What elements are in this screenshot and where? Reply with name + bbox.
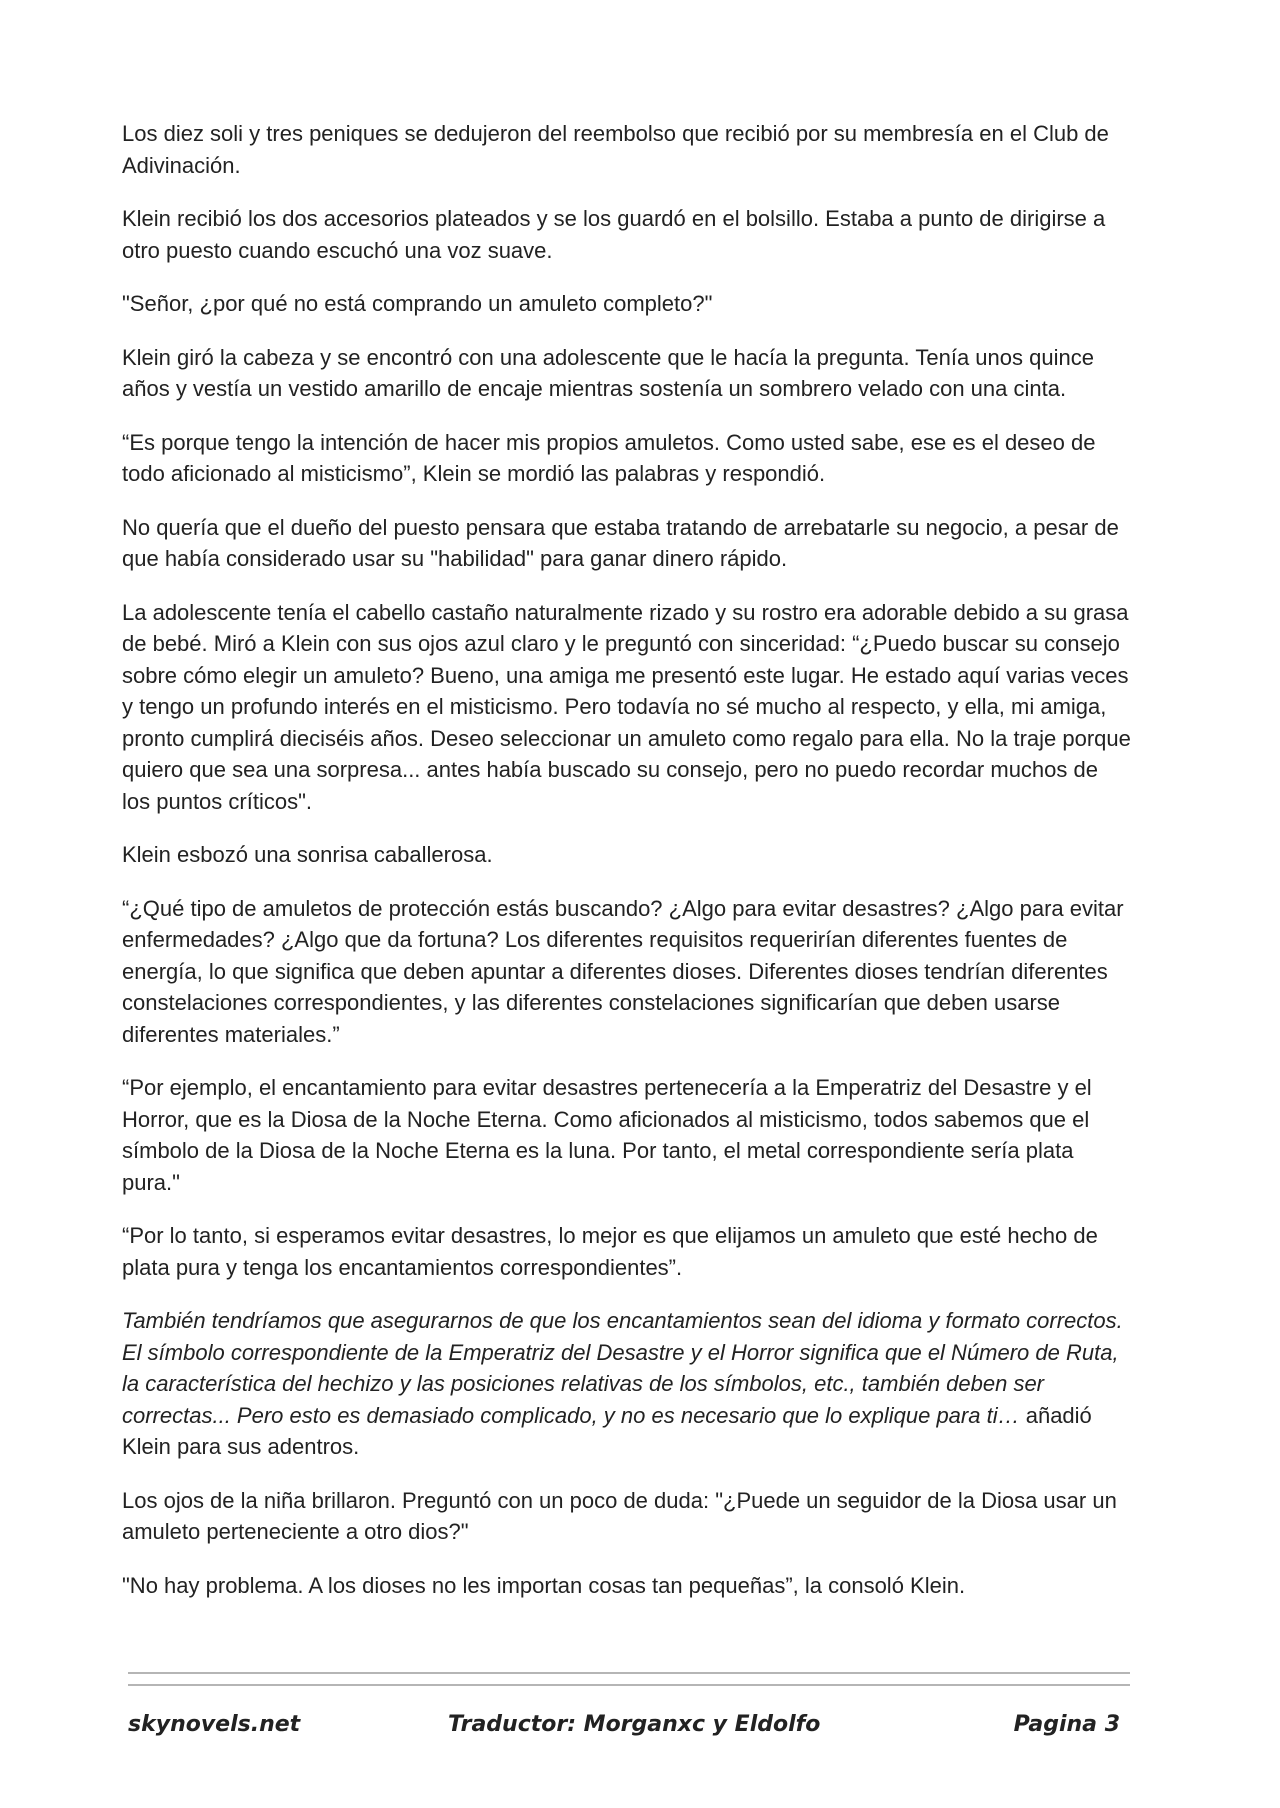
paragraph: “Por ejemplo, el encantamiento para evitar desastres pertenecería a la Emperatriz del Desastre y el Horror, que es la Diosa de la Noche Eterna. Como aficionados al misticismo, todos sabemos que el símbolo de la Diosa de la Noche Eterna es la luna. Por tanto, el metal correspondiente sería plata pura." [122, 1075, 1092, 1195]
paragraph: No quería que el dueño del puesto pensara que estaba tratando de arrebatarle su negocio, a pesar de que había considerado usar su "habilidad" para ganar dinero rápido. [122, 514, 1119, 571]
footer-site: skynovels.net [128, 1712, 301, 1737]
thought-paragraph [122, 1305, 1132, 1463]
footer-divider-bottom [128, 1684, 1130, 1686]
paragraph: "No hay problema. A los dioses no les importan cosas tan pequeñas”, la consoló Klein. [122, 1572, 966, 1598]
paragraph: “¿Qué tipo de amuletos de protección estás buscando? ¿Algo para evitar desastres? ¿Algo para evitar enfermedades? ¿Algo que da fortuna? Los diferentes requisitos requerirían diferentes fuentes de energía, lo que significa que deben apuntar a diferentes dioses. Diferentes dioses tendrían diferentes constelaciones correspondientes, y las diferentes constelaciones significarían que deben usarse diferentes materiales.” [122, 895, 1124, 1047]
paragraph: Klein giró la cabeza y se encontró con una adolescente que le hacía la pregunta. Tenía unos quince años y vestía un vestido amarillo de encaje mientras sostenía un sombrero velado con una cinta. [122, 344, 1094, 401]
paragraph: "Señor, ¿por qué no está comprando un amuleto completo?" [122, 291, 713, 316]
footer-translator: Traductor: Morganxc y Eldolfo [448, 1712, 821, 1737]
footer-divider-top [128, 1672, 1130, 1674]
paragraph: “Por lo tanto, si esperamos evitar desastres, lo mejor es que elijamos un amuleto que esté hecho de plata pura y tenga los encantamientos correspondientes”. [122, 1223, 1098, 1280]
page-footer [128, 1712, 1130, 1752]
paragraph: Klein esbozó una sonrisa caballerosa. [122, 842, 493, 867]
paragraph: “Es porque tengo la intención de hacer mis propios amuletos. Como usted sabe, ese es el deseo de todo aficionado al misticismo”, Klein se mordió las palabras y respondió. [122, 429, 1096, 486]
document-body [122, 118, 1132, 1623]
narration-text: añadió Klein para sus adentros. [122, 1402, 1092, 1459]
paragraph: Klein recibió los dos accesorios plateados y se los guardó en el bolsillo. Estaba a punto de dirigirse a otro puesto cuando escuchó una voz suave. [122, 206, 1106, 263]
inner-thought-text: También tendríamos que asegurarnos de que los encantamientos sean del idioma y formato correctos. El símbolo correspondiente de la Emperatriz del Desastre y el Horror significa que el Número de Ruta, la característica del hechizo y las posiciones relativas de los símbolos, etc., también deben ser correctas... Pero esto es demasiado complicado, y no es necesario que lo explique para ti… [122, 1308, 1123, 1428]
paragraph: Los diez soli y tres peniques se dedujeron del reembolso que recibió por su membresía en el Club de Adivinación. [122, 121, 1109, 178]
footer-page-number: Pagina 3 [1013, 1712, 1120, 1737]
paragraph: Los ojos de la niña brillaron. Preguntó con un poco de duda: "¿Puede un seguidor de la Diosa usar un amuleto perteneciente a otro dios?" [122, 1487, 1117, 1544]
paragraph: La adolescente tenía el cabello castaño naturalmente rizado y su rostro era adorable debido a su grasa de bebé. Miró a Klein con sus ojos azul claro y le preguntó con sinceridad: “¿Puedo buscar su consejo sobre cómo elegir un amuleto? Bueno, una amiga me presentó este lugar. He estado aquí varias veces y tengo un profundo interés en el misticismo. Pero todavía no sé mucho al respecto, y ella, mi amiga, pronto cumplirá dieciséis años. Deseo seleccionar un amuleto como regalo para ella. No la traje porque quiero que sea una sorpresa... antes había buscado su consejo, pero no puedo recordar muchos de los puntos críticos". [122, 599, 1131, 814]
